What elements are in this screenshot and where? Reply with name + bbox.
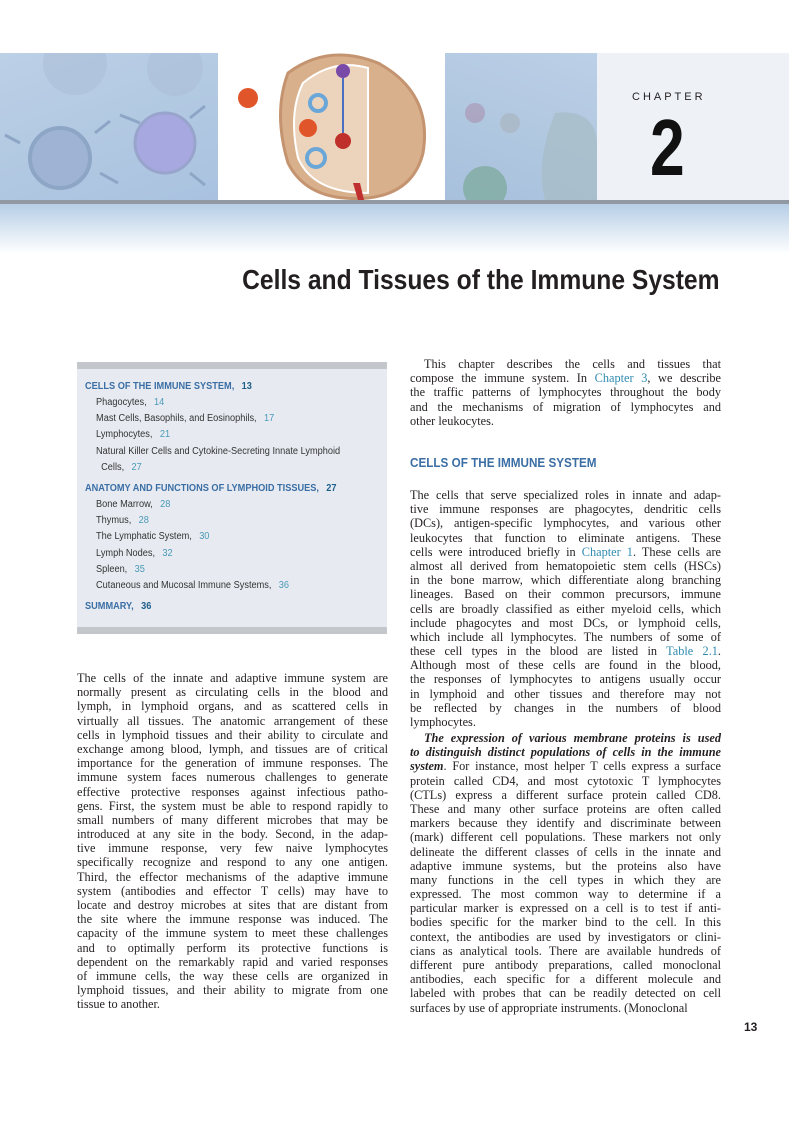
text-line: These and many other surface proteins are often called [410, 801, 721, 816]
outline-item[interactable] [85, 497, 355, 513]
outline-page-link[interactable]: 13 [241, 381, 252, 392]
text-line: This chapter describes the cells and tissues that [424, 357, 721, 371]
text-line: dependent on the remarkably rapid and varied responses [77, 954, 388, 969]
outline-label: Cells, [96, 461, 125, 473]
text-line: almost all derived from hematopoietic stem cells (HSCs) [410, 558, 721, 573]
text-line: lymphoid tissues, and their ability to migrate from one [77, 983, 388, 998]
text-segment: . For instance, most helper T cells express a surface [443, 759, 721, 774]
text-line: markers because they identify and discriminate between [410, 816, 721, 831]
text-line: which include all lymphocytes. The numbers of some of [410, 629, 721, 644]
text-segment: . These cells are [632, 544, 721, 559]
outline-label: Thymus, [96, 515, 132, 527]
chapter-title: Cells and Tissues of the Immune System [242, 264, 720, 295]
immune-cells-image [0, 53, 218, 200]
outline-page-link[interactable]: 27 [326, 482, 337, 494]
text-line: context, the antibodies are used by investigators or clini- [410, 929, 721, 944]
text-segment: to distinguish distinct populations of cells in the immune [410, 745, 721, 760]
text-line: and to optimally perform its protective functions is [77, 940, 388, 955]
outline-item[interactable] [85, 411, 355, 427]
outline-label: Cutaneous and Mucosal Immune Systems, [96, 579, 272, 591]
outline-label: Lymph Nodes, [96, 547, 156, 559]
text-line: different pure antibody preparations, called monoclonal [410, 958, 721, 972]
outline-page-link[interactable]: 28 [138, 515, 149, 527]
text-line: small numbers of many different microbes that may be [77, 812, 388, 827]
outline-item[interactable] [85, 578, 355, 594]
cross-reference-link[interactable]: Table 2.1 [666, 644, 718, 659]
outline-item[interactable] [85, 529, 355, 545]
outline-section[interactable] [85, 378, 355, 395]
text-line [410, 644, 721, 658]
text-line: include phagocytes and most DCs, or lymphoid cells, [410, 615, 721, 630]
outline-label: ANATOMY AND FUNCTIONS OF LYMPHOID TISSUES, [85, 482, 319, 494]
text-segment: cells were introduced briefly in [410, 544, 582, 559]
outline-section[interactable] [85, 598, 355, 615]
outline-page-link[interactable]: 27 [131, 461, 142, 473]
text-line [410, 545, 721, 559]
outline-item[interactable] [85, 546, 355, 562]
text-line: and the mechanisms of migration of lymphocytes and [410, 399, 721, 414]
text-line: delineate the different classes of cells in the innate and [410, 844, 721, 859]
text-segment: The expression of various membrane proteins is used [424, 731, 721, 745]
text-line: of immune cells, the way these cells are organized in [77, 968, 388, 983]
outline-label: Natural Killer Cells and Cytokine-Secreting Innate Lymphoid [96, 445, 341, 457]
text-segment: these cell types in the blood are listed in [410, 644, 667, 659]
text-line: in the bone marrow, which differentiate along branching [410, 573, 721, 588]
text-segment: , we describe [647, 371, 721, 386]
text-line: introduced at any site in the body. Second, in the adap- [77, 827, 388, 842]
left-column-text [77, 671, 388, 1012]
outline-item[interactable] [85, 395, 355, 411]
page-number: 13 [744, 1020, 758, 1034]
text-line: in lymphoid and other tissues and therefore may not [410, 686, 721, 701]
text-line: lymphocytes. [410, 715, 476, 729]
text-line: particular marker is expressed on a cell is to test if anti- [410, 901, 721, 916]
outline-page-link[interactable]: 35 [134, 563, 145, 575]
text-segment: . [717, 644, 721, 659]
dendritic-cells-image [445, 53, 597, 200]
outline-page-link[interactable]: 30 [199, 531, 210, 543]
text-line: the traffic patterns of lymphocytes throughout the body [410, 385, 721, 400]
chapter-label: CHAPTER [632, 91, 706, 103]
text-line: capacity of the immune system to meet these challenges [77, 926, 388, 941]
outline-page-link[interactable]: 21 [159, 429, 171, 441]
text-line: effective protective responses against infectious patho- [77, 784, 388, 799]
text-line: other leukocytes. [410, 413, 495, 428]
text-segment: compose the immune system. In [410, 371, 595, 386]
text-line: protein called CD4, and most cytotoxic T lymphocytes [410, 773, 721, 788]
text-line: exchange among blood, lymph, and tissues are of critical [77, 741, 388, 756]
cell-illustration-right [445, 53, 597, 200]
outline-label: Lymphocytes, [96, 429, 153, 441]
cells-paragraph [410, 488, 721, 729]
intro-paragraph [410, 357, 721, 428]
text-line: be reflected by changes in the numbers of blood [410, 700, 721, 715]
text-line: leukocytes that function to eliminate antigens. These [410, 530, 721, 545]
text-line [410, 731, 721, 745]
text-line: many functions in the cell types in which they are [410, 872, 721, 887]
outline-page-link[interactable]: 36 [278, 579, 290, 591]
section-heading: CELLS OF THE IMMUNE SYSTEM [410, 455, 597, 470]
outline-label: Spleen, [96, 563, 128, 575]
text-line: cians as analytical tools. There are available hundreds of [410, 943, 721, 958]
text-line: gens. First, the system must be able to respond rapidly to [77, 798, 388, 813]
outline-label: Bone Marrow, [96, 498, 153, 510]
text-line: cells are broadly classified as either myeloid cells, which [410, 601, 721, 616]
text-line: antibodies, each specific for a different molecule and [410, 972, 721, 987]
outline-label: The Lymphatic System, [96, 531, 192, 543]
outline-item[interactable] [85, 562, 355, 578]
outline-page-link[interactable]: 28 [160, 498, 171, 510]
text-line [410, 759, 721, 773]
outline-label: Mast Cells, Basophils, and Eosinophils, [96, 413, 257, 425]
text-line: (mark) different cell populations. These markers not only [410, 830, 721, 845]
outline-page-link[interactable]: 32 [162, 547, 173, 559]
text-line: the site where the immune response was induced. The [77, 912, 388, 927]
text-line: Third, the effector mechanisms of the adaptive immune [77, 869, 388, 884]
text-line: tissue to another. [77, 997, 160, 1012]
outline-label: Phagocytes, [96, 397, 147, 408]
outline-label: SUMMARY, [85, 601, 134, 613]
text-line: normally present as circulating cells in the blood and [77, 685, 388, 700]
markers-paragraph [410, 731, 721, 1015]
text-segment: system [410, 759, 444, 774]
banner-gradient [0, 204, 789, 254]
text-line: system (antibodies and effector T cells) may have to [77, 883, 388, 898]
cross-reference-link[interactable]: Chapter 3 [594, 371, 648, 386]
outline-page-link[interactable]: 14 [154, 397, 165, 408]
text-line: locate and destroy microbes at sites that are distant from [77, 898, 388, 912]
text-line: virtually all tissues. The anatomic arrangement of these [77, 713, 388, 728]
lymph-node-illustration [218, 53, 445, 200]
text-line: lymph, in lymphoid organs, and as scattered cells in [77, 699, 388, 714]
text-line: tive immune response, very few naive lymphocytes [77, 841, 388, 856]
text-line: The cells of the innate and adaptive immune system are [77, 671, 388, 685]
outline-item[interactable] [85, 427, 355, 443]
text-line: immune system faces numerous challenges to generate [77, 770, 388, 785]
text-line: labeled with probes that can be readily detected on cell [410, 986, 721, 1001]
text-line [410, 745, 721, 759]
text-line: expressed. The most common way to determine if a [410, 887, 721, 902]
text-line: Although most of these cells are found in the blood, [410, 658, 721, 673]
cell-illustration-left [0, 53, 218, 200]
outline-label: CELLS OF THE IMMUNE SYSTEM, [85, 381, 235, 392]
text-line: (CTLs) express a different surface protein called CD8. [410, 787, 721, 802]
text-line: specifically recognize and respond to any one antigen. [77, 855, 388, 870]
chapter-number: 2 [650, 103, 685, 192]
text-line: The cells that serve specialized roles in innate and adap- [410, 488, 721, 502]
outline-page-link[interactable]: 36 [141, 601, 152, 613]
text-line: adaptive immune systems, but the proteins also have [410, 858, 721, 873]
text-line: lineages. Based on their common precursors, immune [410, 587, 721, 602]
text-line: cells in lymphoid tissues and their ability to circulate and [77, 727, 388, 742]
text-line: (DCs), antigen-specific lymphocytes, and various other [410, 516, 721, 531]
text-line: the responses of lymphocytes to antigens usually occur [410, 672, 721, 687]
text-line [410, 371, 721, 385]
chapter-outline-box [77, 362, 387, 634]
lymph-node-image [218, 53, 445, 200]
outline-section[interactable] [85, 480, 355, 497]
text-line: bodies specific for the marker bind to the cell. In this [410, 915, 721, 930]
text-line: surfaces by use of appropriate instruments. (Monoclonal [410, 1000, 688, 1015]
text-line: tive immune responses are phagocytes, dendritic cells [410, 502, 721, 517]
text-line: importance for the generation of immune responses. The [77, 756, 388, 771]
outline-item[interactable] [85, 460, 355, 476]
outline-item[interactable] [85, 513, 355, 529]
outline-item[interactable] [85, 444, 355, 460]
chapter-label-panel [597, 53, 789, 200]
outline-page-link[interactable]: 17 [263, 413, 275, 425]
cross-reference-link[interactable]: Chapter 1 [581, 544, 633, 559]
